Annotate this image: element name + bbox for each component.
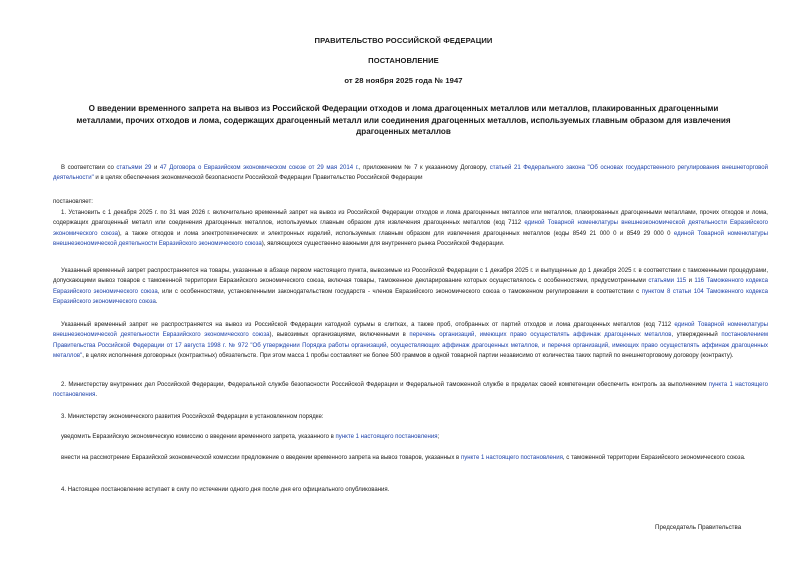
text: и: [686, 278, 695, 285]
text: Указанный временный запрет распространяется на товары, указанные в абзаце первом настоящего пункта, вывозимые из Российской Федерации с 1 декабря 2025 г. и выпущенные до 1 декабря 2025 г. в соответствии с таможенными процедурами, допускающими вывоз товаров с таможенной территории Евразийского экономического союза, включая товары, таможенное декларирование которых осуществлялось с особенностями, предусмотренными: [53, 268, 768, 285]
link-eaeu-treaty[interactable]: 47 Договора о Евразийском экономическом союзе от 29 мая 2014 г.: [159, 165, 359, 171]
text: 1. Установить с 1 декабря 2025 г. по 31 мая 2026 г. включительно временный запрет на вывоз из Российской Федерации отходов и лома драгоценных металлов или металлов, плакированных драгоценными металлами, прочих отходов и лома, содержащих драгоценный металл или соединения драгоценных металлов, используемых главным образом для извлечения драгоценных металлов (код 7112: [53, 210, 768, 227]
preamble-paragraph: [53, 163, 768, 184]
link-item-1[interactable]: пункта 1 настоящего постановления: [53, 382, 768, 399]
link-tn-ved-eaeu[interactable]: единой Товарной номенклатуры внешнеэкономической деятельности Евразийского экономического союза: [53, 220, 769, 237]
document-type: ПОСТАНОВЛЕНИЕ: [368, 56, 439, 65]
text: , утвержденный: [671, 332, 722, 339]
item-1-paragraph-3: [53, 320, 768, 362]
text: и в целях обеспечения экономической безопасности Российской Федерации Правительство Российской Федерации: [93, 175, 423, 182]
link-resolution-972[interactable]: постановлением Правительства Российской Федерации от 17 августа 1998 г. № 972 "Об утверждении Порядка работы организаций, осуществляющих аффинаж драгоценных металлов, и перечня организаций, имеющих право осуществлять аффинаж драгоценных металлов": [53, 332, 768, 360]
text: , в целях исполнения договорных (контрактных) обязательств. При этом масса 1 пробы составляет не более 500 граммов в одной товарной партии независимо от количества таких партий по внешнеторговому договору (контракту).: [82, 353, 734, 360]
item-3-subparagraph-1: [53, 432, 768, 442]
text: 2. Министерству внутренних дел Российской Федерации, Федеральной службе безопасности Российской Федерации и Федеральной таможенной службе в пределах своей компетенции обеспечить контроль за выполнением: [61, 382, 709, 388]
document-date-number: от 28 ноября 2025 года № 1947: [344, 76, 463, 85]
text: ;: [437, 434, 440, 440]
text: .: [95, 392, 98, 399]
link-tn-ved-eaeu[interactable]: единой Товарной номенклатуры внешнеэкономической деятельности Евразийского экономического союза: [53, 230, 768, 248]
text: , с таможенной территории Евразийского экономического союза.: [562, 455, 746, 461]
link-tn-ved-eaeu[interactable]: единой Товарной номенклатуры внешнеэкономической деятельности Евразийского экономического союза: [53, 322, 768, 339]
text: внести на рассмотрение Евразийской экономической комиссии предложение о введении временного запрета на вывоз товаров, указанных в: [61, 455, 461, 461]
title-line: драгоценных металлов: [356, 127, 451, 137]
title-line: О введении временного запрета на вывоз из Российской Федерации отходов и лома драгоценных металлов или металлов, плакированных драгоценными: [88, 104, 719, 113]
link-item-1[interactable]: пункте 1 настоящего постановления: [335, 434, 438, 440]
link-customs-code-article-104[interactable]: пунктом 8 статьи 104 Таможенного кодекса Евразийского экономического союза: [53, 288, 769, 306]
text: ), а также отходов и лома электротехнических и электронных изделий, используемых главным образом для извлечения драгоценных металлов (коды 8549 21 000 0 и 8549 29 000 0: [117, 230, 674, 237]
item-1-paragraph: [53, 208, 768, 250]
text: , или с особенностями, установленными законодательством государств - членов Евразийского экономического союза о таможенном регулировании в соответствии с: [157, 288, 642, 295]
signature-line: Председатель Правительства: [655, 524, 742, 531]
link-item-1[interactable]: пункте 1 настоящего постановления: [460, 455, 563, 461]
text: Указанный временный запрет не распространяется на вывоз из Российской Федерации катодной сурьмы в слитках, а также проб, отобранных от партий отходов и лома драгоценных металлов (код 7112: [61, 322, 675, 328]
issuer-heading: ПРАВИТЕЛЬСТВО РОССИЙСКОЙ ФЕДЕРАЦИИ: [314, 36, 493, 45]
text: и: [151, 165, 160, 171]
decree-word: постановляет:: [53, 199, 93, 205]
item-2-paragraph: [53, 380, 768, 401]
title-line: металлами, прочих отходов и лома, содержащих драгоценный металл или соединения драгоценных металлов, используемых главным образом для извлечения: [76, 115, 731, 125]
link-article-115[interactable]: статьями 115: [648, 278, 687, 285]
item-4-paragraph: 4. Настоящее постановление вступает в силу по истечении одного дня после дня его официального опубликования.: [61, 487, 390, 493]
item-3-subparagraph-2: [53, 453, 768, 463]
item-3-paragraph: 3. Министерству экономического развития Российской Федерации в установленном порядке:: [61, 414, 324, 420]
link-federal-law-article-21[interactable]: статьей 21 Федерального закона "Об основах государственного регулирования внешнеторговой деятельности": [53, 165, 769, 182]
link-article-29[interactable]: статьями 29: [116, 165, 152, 171]
text: ), вывозимых организациями, включенными в: [269, 332, 410, 339]
text: ), являющихся существенно важными для внутреннего рынка Российской Федерации.: [261, 241, 505, 248]
link-affinage-organizations-list[interactable]: перечень организаций, имеющих право осуществлять аффинаж драгоценных металлов: [409, 332, 672, 339]
text: В соответствии со: [61, 165, 117, 171]
item-1-paragraph-2: [53, 266, 768, 308]
text: , приложением № 7 к указанному Договору,: [358, 165, 490, 171]
text: .: [155, 299, 158, 306]
document-title: [40, 103, 767, 138]
link-customs-code-article-116[interactable]: 116 Таможенного кодекса Евразийского экономического союза: [53, 278, 768, 295]
text: уведомить Евразийскую экономическую комиссию о введении временного запрета, указанного в: [61, 434, 336, 440]
